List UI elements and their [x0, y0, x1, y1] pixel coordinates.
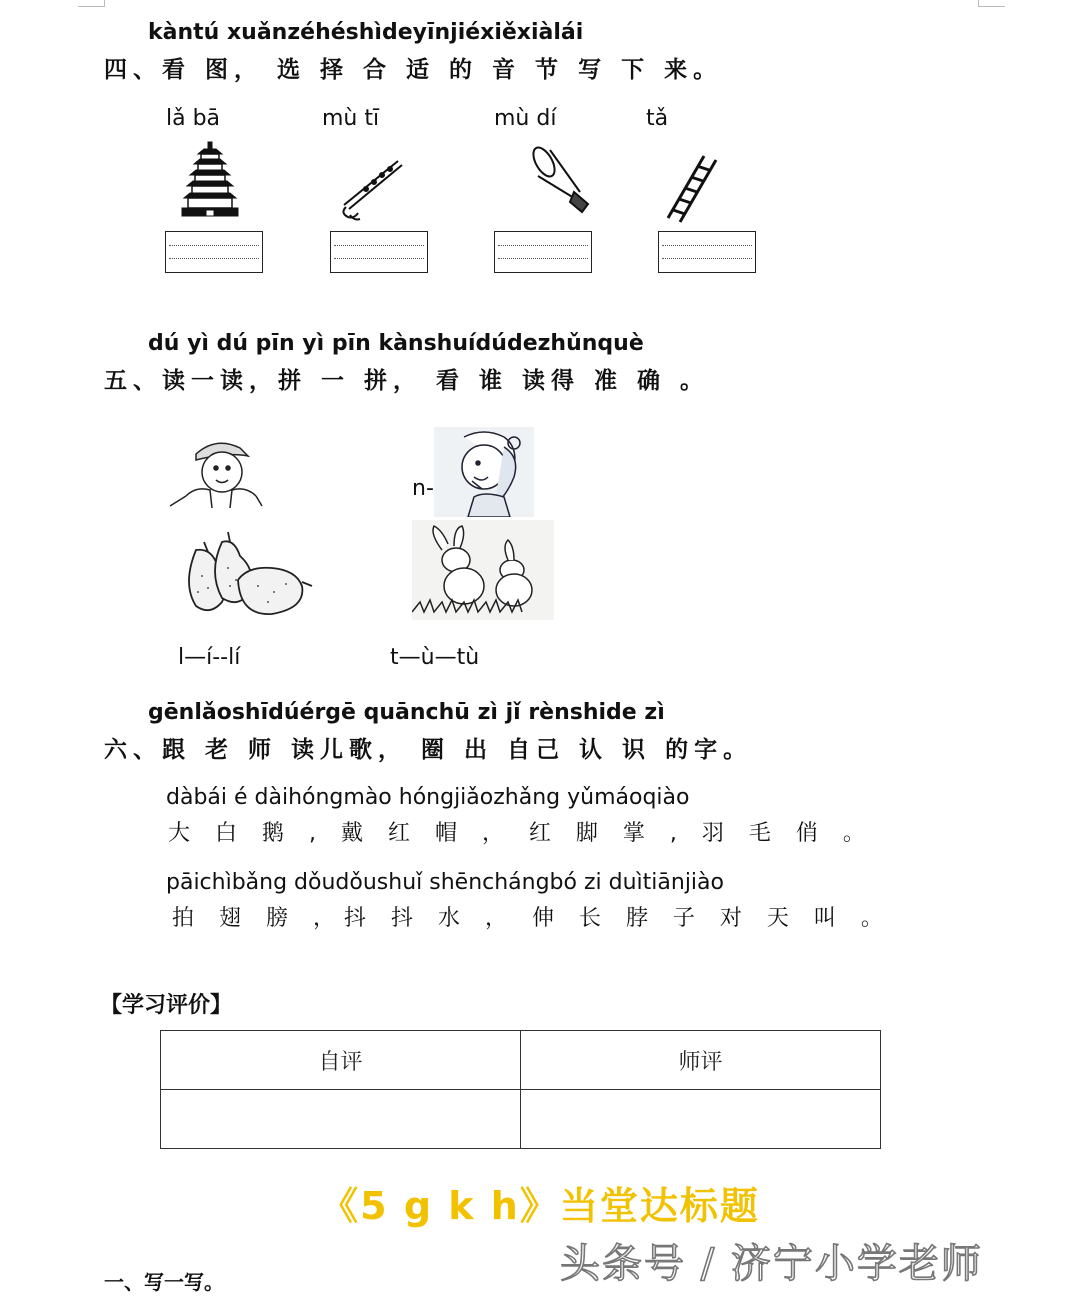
girl-picture-icon — [434, 427, 534, 517]
option-mu-di: mù dí — [494, 106, 557, 131]
section4-heading: 四、看 图， 选 择 合 适 的 音 节 写 下 来。 — [104, 57, 723, 83]
girl-label: n- — [412, 476, 434, 501]
boy-picture-icon — [166, 434, 266, 510]
section5-pinyin: dú yì dú pīn yì pīn kànshuídúdezhǔnquè — [148, 331, 644, 356]
answer-box-ladder[interactable] — [658, 231, 756, 273]
next-section-heading: 一、写一写。 — [104, 1270, 224, 1294]
flute-icon — [336, 155, 406, 225]
crop-mark-left — [78, 0, 105, 7]
pear-label: l—í--lí — [178, 645, 241, 670]
self-evaluation-cell[interactable] — [161, 1090, 521, 1149]
answer-box-horn[interactable] — [494, 231, 592, 273]
teacher-evaluation-header: 师评 — [521, 1031, 881, 1090]
watermark: 头条号 / 济宁小学老师 — [560, 1241, 983, 1287]
option-mu-ti: mù tī — [322, 106, 380, 131]
pagoda-icon — [180, 140, 240, 220]
poem-line-2-text: 拍 翅 膀 ，抖 抖 水 ， 伸 长 脖 子 对 天 叫 。 — [172, 906, 892, 931]
teacher-evaluation-cell[interactable] — [521, 1090, 881, 1149]
pears-picture-icon — [178, 526, 314, 616]
poem-line-2-pinyin: pāichìbǎng dǒudǒushuǐ shēnchángbó zi duìtiānjiào — [166, 870, 724, 895]
next-lesson-title: 《5 g k h》当堂达标题 — [320, 1184, 760, 1228]
section6-pinyin: gēnlǎoshīdúérgē quānchū zì jǐ rènshide zì — [148, 700, 665, 725]
section5-heading: 五、读一读，拼 一 拼， 看 谁 读得 准 确 。 — [104, 368, 710, 394]
rabbit-label: t—ù—tù — [390, 645, 480, 670]
crop-mark-right — [978, 0, 1005, 7]
poem-line-1-pinyin: dàbái é dàihóngmào hóngjiǎozhǎng yǔmáoqiào — [166, 785, 690, 810]
section6-heading: 六、跟 老 师 读儿歌， 圈 出 自己 认 识 的字。 — [104, 737, 753, 763]
answer-box-flute[interactable] — [330, 231, 428, 273]
answer-box-pagoda[interactable] — [165, 231, 263, 273]
horn-icon — [528, 142, 592, 214]
section4-pinyin: kàntú xuǎnzéhéshìdeyīnjiéxiěxiàlái — [148, 20, 584, 45]
poem-line-1-text: 大 白 鹅 , 戴 红 帽 ， 红 脚 掌 , 羽 毛 俏 。 — [168, 821, 874, 846]
ladder-icon — [664, 152, 720, 224]
evaluation-table — [160, 1030, 881, 1149]
self-evaluation-header: 自评 — [161, 1031, 521, 1090]
option-ta: tǎ — [646, 106, 669, 131]
option-la-ba: lǎ bā — [166, 106, 221, 131]
evaluation-title: 【学习评价】 — [100, 993, 233, 1018]
rabbits-picture-icon — [412, 520, 554, 620]
